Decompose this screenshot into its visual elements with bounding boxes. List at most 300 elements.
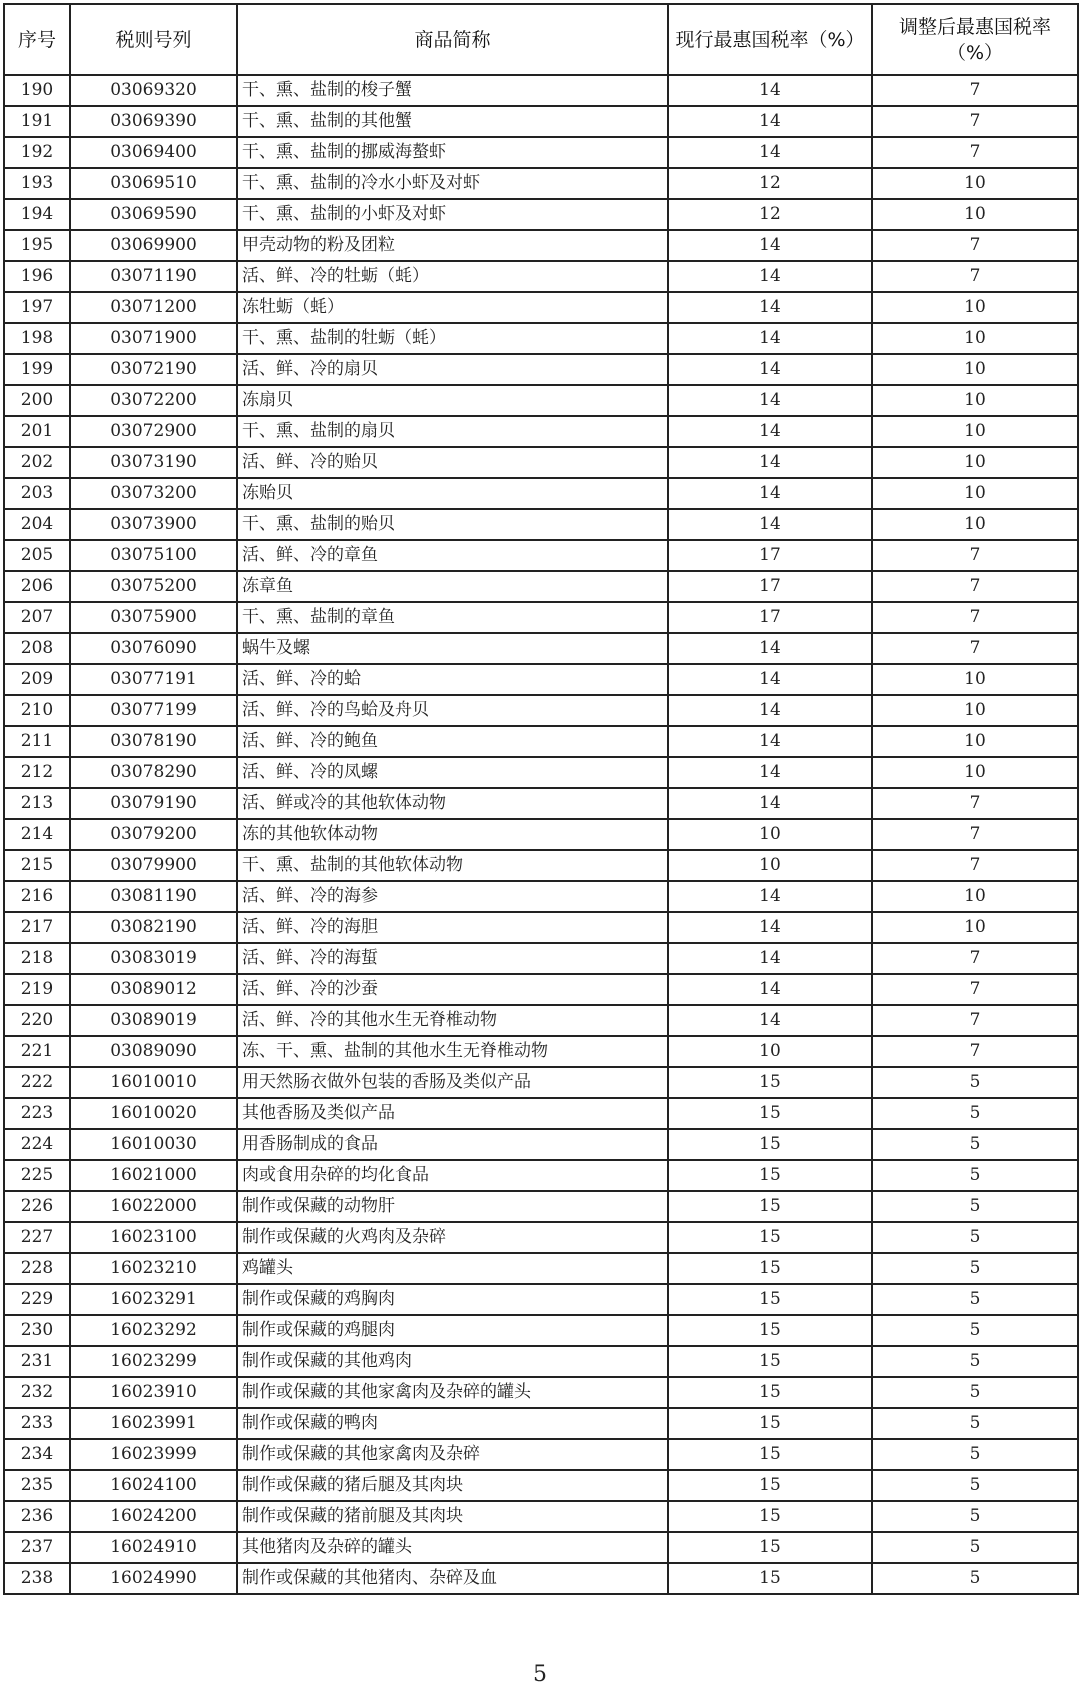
cell-adjusted-rate: 5 (872, 1129, 1078, 1160)
cell-product-name: 制作或保藏的其他鸡肉 (237, 1346, 668, 1377)
cell-seq: 201 (4, 416, 70, 447)
cell-tariff-code: 16024910 (70, 1532, 237, 1563)
table-row (4, 602, 1078, 633)
table-row (4, 1036, 1078, 1067)
cell-tariff-code: 16010030 (70, 1129, 237, 1160)
cell-adjusted-rate: 10 (872, 416, 1078, 447)
cell-current-rate: 15 (668, 1439, 872, 1470)
cell-adjusted-rate: 10 (872, 726, 1078, 757)
table-row (4, 416, 1078, 447)
table-row (4, 385, 1078, 416)
header-current-rate: 现行最惠国税率（%） (668, 4, 872, 75)
cell-product-name: 其他猪肉及杂碎的罐头 (237, 1532, 668, 1563)
cell-seq: 194 (4, 199, 70, 230)
cell-current-rate: 10 (668, 850, 872, 881)
cell-adjusted-rate: 10 (872, 695, 1078, 726)
table-row (4, 323, 1078, 354)
cell-adjusted-rate: 5 (872, 1439, 1078, 1470)
table-row (4, 664, 1078, 695)
cell-seq: 227 (4, 1222, 70, 1253)
table-row (4, 788, 1078, 819)
table-row (4, 1532, 1078, 1563)
cell-product-name: 制作或保藏的猪前腿及其肉块 (237, 1501, 668, 1532)
cell-seq: 233 (4, 1408, 70, 1439)
cell-current-rate: 12 (668, 199, 872, 230)
cell-adjusted-rate: 7 (872, 974, 1078, 1005)
cell-product-name: 活、鲜、冷的鲍鱼 (237, 726, 668, 757)
cell-current-rate: 14 (668, 230, 872, 261)
cell-current-rate: 15 (668, 1284, 872, 1315)
table-row (4, 912, 1078, 943)
table-row (4, 1501, 1078, 1532)
cell-adjusted-rate: 7 (872, 1036, 1078, 1067)
cell-tariff-code: 03077199 (70, 695, 237, 726)
cell-seq: 195 (4, 230, 70, 261)
cell-product-name: 干、熏、盐制的挪威海螯虾 (237, 137, 668, 168)
table-row (4, 168, 1078, 199)
table-row (4, 1377, 1078, 1408)
cell-current-rate: 15 (668, 1253, 872, 1284)
table-row (4, 1129, 1078, 1160)
cell-tariff-code: 03089090 (70, 1036, 237, 1067)
cell-product-name: 活、鲜、冷的鸟蛤及舟贝 (237, 695, 668, 726)
cell-seq: 223 (4, 1098, 70, 1129)
table-row (4, 1563, 1078, 1594)
cell-tariff-code: 03079900 (70, 850, 237, 881)
cell-product-name: 活、鲜或冷的其他软体动物 (237, 788, 668, 819)
cell-tariff-code: 03078190 (70, 726, 237, 757)
table-row (4, 1191, 1078, 1222)
table-row (4, 137, 1078, 168)
cell-seq: 213 (4, 788, 70, 819)
cell-current-rate: 17 (668, 571, 872, 602)
cell-seq: 190 (4, 75, 70, 106)
cell-seq: 238 (4, 1563, 70, 1594)
cell-adjusted-rate: 10 (872, 385, 1078, 416)
cell-tariff-code: 03073900 (70, 509, 237, 540)
cell-seq: 212 (4, 757, 70, 788)
table-row (4, 943, 1078, 974)
cell-product-name: 制作或保藏的鸡胸肉 (237, 1284, 668, 1315)
cell-product-name: 干、熏、盐制的小虾及对虾 (237, 199, 668, 230)
cell-current-rate: 14 (668, 726, 872, 757)
cell-tariff-code: 16024100 (70, 1470, 237, 1501)
cell-current-rate: 15 (668, 1067, 872, 1098)
cell-adjusted-rate: 10 (872, 757, 1078, 788)
cell-current-rate: 15 (668, 1129, 872, 1160)
cell-adjusted-rate: 7 (872, 943, 1078, 974)
cell-tariff-code: 16024200 (70, 1501, 237, 1532)
cell-product-name: 制作或保藏的鸡腿肉 (237, 1315, 668, 1346)
cell-product-name: 活、鲜、冷的凤螺 (237, 757, 668, 788)
table-row (4, 1346, 1078, 1377)
cell-product-name: 制作或保藏的其他家禽肉及杂碎 (237, 1439, 668, 1470)
cell-seq: 237 (4, 1532, 70, 1563)
cell-seq: 226 (4, 1191, 70, 1222)
cell-adjusted-rate: 10 (872, 292, 1078, 323)
cell-tariff-code: 03073200 (70, 478, 237, 509)
cell-adjusted-rate: 7 (872, 602, 1078, 633)
cell-product-name: 干、熏、盐制的章鱼 (237, 602, 668, 633)
cell-current-rate: 14 (668, 292, 872, 323)
header-product-name: 商品简称 (237, 4, 668, 75)
cell-product-name: 冻章鱼 (237, 571, 668, 602)
cell-tariff-code: 16023999 (70, 1439, 237, 1470)
cell-product-name: 活、鲜、冷的牡蛎（蚝） (237, 261, 668, 292)
tariff-table (3, 3, 1079, 1595)
cell-adjusted-rate: 5 (872, 1563, 1078, 1594)
cell-adjusted-rate: 10 (872, 912, 1078, 943)
cell-adjusted-rate: 5 (872, 1098, 1078, 1129)
cell-product-name: 制作或保藏的猪后腿及其肉块 (237, 1470, 668, 1501)
table-row (4, 478, 1078, 509)
cell-product-name: 制作或保藏的其他猪肉、杂碎及血 (237, 1563, 668, 1594)
cell-product-name: 冻扇贝 (237, 385, 668, 416)
cell-product-name: 冻牡蛎（蚝） (237, 292, 668, 323)
table-row (4, 447, 1078, 478)
cell-adjusted-rate: 10 (872, 478, 1078, 509)
cell-seq: 231 (4, 1346, 70, 1377)
cell-tariff-code: 03072190 (70, 354, 237, 385)
table-row (4, 881, 1078, 912)
cell-product-name: 鸡罐头 (237, 1253, 668, 1284)
cell-tariff-code: 16023991 (70, 1408, 237, 1439)
table-row (4, 509, 1078, 540)
cell-adjusted-rate: 5 (872, 1346, 1078, 1377)
cell-seq: 222 (4, 1067, 70, 1098)
cell-current-rate: 14 (668, 323, 872, 354)
table-row (4, 540, 1078, 571)
cell-adjusted-rate: 5 (872, 1222, 1078, 1253)
cell-seq: 209 (4, 664, 70, 695)
cell-tariff-code: 03069510 (70, 168, 237, 199)
cell-seq: 191 (4, 106, 70, 137)
table-row (4, 1284, 1078, 1315)
cell-product-name: 制作或保藏的动物肝 (237, 1191, 668, 1222)
cell-adjusted-rate: 5 (872, 1377, 1078, 1408)
table-row (4, 1098, 1078, 1129)
cell-seq: 196 (4, 261, 70, 292)
table-row (4, 1315, 1078, 1346)
cell-seq: 200 (4, 385, 70, 416)
cell-current-rate: 15 (668, 1160, 872, 1191)
cell-tariff-code: 16023210 (70, 1253, 237, 1284)
cell-adjusted-rate: 10 (872, 447, 1078, 478)
table-row (4, 1160, 1078, 1191)
table-row (4, 1067, 1078, 1098)
cell-seq: 236 (4, 1501, 70, 1532)
cell-tariff-code: 03077191 (70, 664, 237, 695)
cell-seq: 206 (4, 571, 70, 602)
cell-current-rate: 15 (668, 1470, 872, 1501)
table-row (4, 1439, 1078, 1470)
cell-seq: 204 (4, 509, 70, 540)
cell-tariff-code: 03075200 (70, 571, 237, 602)
table-row (4, 1470, 1078, 1501)
cell-seq: 234 (4, 1439, 70, 1470)
cell-product-name: 干、熏、盐制的扇贝 (237, 416, 668, 447)
cell-adjusted-rate: 5 (872, 1315, 1078, 1346)
cell-adjusted-rate: 7 (872, 261, 1078, 292)
cell-product-name: 活、鲜、冷的其他水生无脊椎动物 (237, 1005, 668, 1036)
cell-product-name: 干、熏、盐制的梭子蟹 (237, 75, 668, 106)
cell-product-name: 活、鲜、冷的海胆 (237, 912, 668, 943)
cell-tariff-code: 03069320 (70, 75, 237, 106)
cell-seq: 192 (4, 137, 70, 168)
table-row (4, 75, 1078, 106)
cell-current-rate: 14 (668, 261, 872, 292)
cell-current-rate: 14 (668, 385, 872, 416)
cell-adjusted-rate: 10 (872, 199, 1078, 230)
cell-current-rate: 15 (668, 1315, 872, 1346)
cell-seq: 202 (4, 447, 70, 478)
cell-current-rate: 14 (668, 478, 872, 509)
cell-seq: 214 (4, 819, 70, 850)
cell-tariff-code: 16023299 (70, 1346, 237, 1377)
cell-current-rate: 14 (668, 106, 872, 137)
cell-tariff-code: 03072900 (70, 416, 237, 447)
cell-seq: 207 (4, 602, 70, 633)
cell-current-rate: 14 (668, 137, 872, 168)
cell-seq: 228 (4, 1253, 70, 1284)
cell-adjusted-rate: 7 (872, 75, 1078, 106)
cell-current-rate: 14 (668, 974, 872, 1005)
table-row (4, 1005, 1078, 1036)
cell-product-name: 干、熏、盐制的其他蟹 (237, 106, 668, 137)
table-row (4, 1253, 1078, 1284)
cell-tariff-code: 03072200 (70, 385, 237, 416)
cell-current-rate: 15 (668, 1408, 872, 1439)
cell-product-name: 用天然肠衣做外包装的香肠及类似产品 (237, 1067, 668, 1098)
table-body (4, 75, 1078, 1594)
cell-product-name: 肉或食用杂碎的均化食品 (237, 1160, 668, 1191)
table-row (4, 571, 1078, 602)
cell-product-name: 冻的其他软体动物 (237, 819, 668, 850)
cell-adjusted-rate: 7 (872, 137, 1078, 168)
cell-product-name: 甲壳动物的粉及团粒 (237, 230, 668, 261)
cell-adjusted-rate: 5 (872, 1160, 1078, 1191)
cell-adjusted-rate: 7 (872, 850, 1078, 881)
cell-tariff-code: 03075100 (70, 540, 237, 571)
cell-adjusted-rate: 7 (872, 1005, 1078, 1036)
cell-current-rate: 17 (668, 540, 872, 571)
cell-adjusted-rate: 10 (872, 354, 1078, 385)
cell-seq: 210 (4, 695, 70, 726)
cell-adjusted-rate: 5 (872, 1253, 1078, 1284)
cell-seq: 235 (4, 1470, 70, 1501)
table-row (4, 1222, 1078, 1253)
cell-adjusted-rate: 7 (872, 788, 1078, 819)
cell-seq: 208 (4, 633, 70, 664)
cell-seq: 224 (4, 1129, 70, 1160)
cell-seq: 229 (4, 1284, 70, 1315)
cell-seq: 211 (4, 726, 70, 757)
cell-current-rate: 17 (668, 602, 872, 633)
cell-tariff-code: 03075900 (70, 602, 237, 633)
cell-product-name: 其他香肠及类似产品 (237, 1098, 668, 1129)
cell-adjusted-rate: 10 (872, 664, 1078, 695)
cell-product-name: 制作或保藏的鸭肉 (237, 1408, 668, 1439)
header-tariff-code: 税则号列 (70, 4, 237, 75)
cell-product-name: 冻、干、熏、盐制的其他水生无脊椎动物 (237, 1036, 668, 1067)
cell-product-name: 活、鲜、冷的蛤 (237, 664, 668, 695)
cell-product-name: 制作或保藏的其他家禽肉及杂碎的罐头 (237, 1377, 668, 1408)
cell-current-rate: 15 (668, 1377, 872, 1408)
cell-current-rate: 10 (668, 819, 872, 850)
cell-product-name: 用香肠制成的食品 (237, 1129, 668, 1160)
cell-current-rate: 15 (668, 1563, 872, 1594)
cell-current-rate: 14 (668, 881, 872, 912)
cell-tariff-code: 16023291 (70, 1284, 237, 1315)
cell-current-rate: 15 (668, 1501, 872, 1532)
header-seq: 序号 (4, 4, 70, 75)
cell-product-name: 活、鲜、冷的扇贝 (237, 354, 668, 385)
header-row (4, 4, 1078, 75)
cell-seq: 197 (4, 292, 70, 323)
table-row (4, 695, 1078, 726)
cell-tariff-code: 03089012 (70, 974, 237, 1005)
cell-tariff-code: 03083019 (70, 943, 237, 974)
cell-seq: 203 (4, 478, 70, 509)
cell-current-rate: 15 (668, 1098, 872, 1129)
table-row (4, 106, 1078, 137)
cell-product-name: 活、鲜、冷的海蜇 (237, 943, 668, 974)
table-row (4, 974, 1078, 1005)
cell-seq: 220 (4, 1005, 70, 1036)
cell-tariff-code: 03078290 (70, 757, 237, 788)
cell-adjusted-rate: 5 (872, 1067, 1078, 1098)
cell-tariff-code: 03069900 (70, 230, 237, 261)
cell-seq: 230 (4, 1315, 70, 1346)
cell-current-rate: 14 (668, 943, 872, 974)
cell-tariff-code: 16023100 (70, 1222, 237, 1253)
cell-current-rate: 14 (668, 1005, 872, 1036)
cell-adjusted-rate: 5 (872, 1470, 1078, 1501)
table-row (4, 633, 1078, 664)
cell-tariff-code: 03069590 (70, 199, 237, 230)
cell-product-name: 活、鲜、冷的贻贝 (237, 447, 668, 478)
cell-current-rate: 15 (668, 1346, 872, 1377)
cell-current-rate: 14 (668, 912, 872, 943)
cell-current-rate: 14 (668, 416, 872, 447)
cell-tariff-code: 16023292 (70, 1315, 237, 1346)
header-adjusted-rate: 调整后最惠国税率（%） (872, 4, 1078, 75)
table-row (4, 199, 1078, 230)
cell-adjusted-rate: 5 (872, 1501, 1078, 1532)
cell-current-rate: 15 (668, 1532, 872, 1563)
table-row (4, 261, 1078, 292)
cell-current-rate: 14 (668, 664, 872, 695)
table-row (4, 354, 1078, 385)
table-row (4, 850, 1078, 881)
cell-tariff-code: 03071190 (70, 261, 237, 292)
table-row (4, 230, 1078, 261)
cell-adjusted-rate: 7 (872, 540, 1078, 571)
cell-current-rate: 14 (668, 354, 872, 385)
cell-tariff-code: 03079200 (70, 819, 237, 850)
cell-product-name: 干、熏、盐制的冷水小虾及对虾 (237, 168, 668, 199)
cell-tariff-code: 03069400 (70, 137, 237, 168)
cell-tariff-code: 03079190 (70, 788, 237, 819)
cell-product-name: 干、熏、盐制的其他软体动物 (237, 850, 668, 881)
cell-adjusted-rate: 7 (872, 106, 1078, 137)
cell-seq: 221 (4, 1036, 70, 1067)
table-row (4, 726, 1078, 757)
cell-seq: 193 (4, 168, 70, 199)
cell-current-rate: 12 (668, 168, 872, 199)
cell-seq: 205 (4, 540, 70, 571)
cell-current-rate: 14 (668, 447, 872, 478)
cell-adjusted-rate: 10 (872, 509, 1078, 540)
cell-product-name: 蜗牛及螺 (237, 633, 668, 664)
cell-adjusted-rate: 7 (872, 633, 1078, 664)
cell-current-rate: 15 (668, 1222, 872, 1253)
cell-seq: 225 (4, 1160, 70, 1191)
cell-product-name: 冻贻贝 (237, 478, 668, 509)
cell-seq: 217 (4, 912, 70, 943)
cell-adjusted-rate: 5 (872, 1191, 1078, 1222)
cell-product-name: 活、鲜、冷的章鱼 (237, 540, 668, 571)
cell-current-rate: 14 (668, 633, 872, 664)
cell-product-name: 干、熏、盐制的牡蛎（蚝） (237, 323, 668, 354)
cell-tariff-code: 03071200 (70, 292, 237, 323)
page-number: 5 (533, 1662, 547, 1687)
cell-tariff-code: 16024990 (70, 1563, 237, 1594)
cell-tariff-code: 03081190 (70, 881, 237, 912)
cell-product-name: 活、鲜、冷的沙蚕 (237, 974, 668, 1005)
cell-tariff-code: 03082190 (70, 912, 237, 943)
cell-adjusted-rate: 5 (872, 1408, 1078, 1439)
cell-tariff-code: 16021000 (70, 1160, 237, 1191)
table-row (4, 1408, 1078, 1439)
cell-current-rate: 14 (668, 695, 872, 726)
cell-adjusted-rate: 10 (872, 323, 1078, 354)
cell-adjusted-rate: 7 (872, 819, 1078, 850)
cell-current-rate: 14 (668, 757, 872, 788)
cell-seq: 198 (4, 323, 70, 354)
cell-adjusted-rate: 5 (872, 1284, 1078, 1315)
cell-adjusted-rate: 7 (872, 230, 1078, 261)
cell-adjusted-rate: 10 (872, 168, 1078, 199)
cell-current-rate: 14 (668, 788, 872, 819)
cell-tariff-code: 03071900 (70, 323, 237, 354)
cell-seq: 215 (4, 850, 70, 881)
cell-seq: 218 (4, 943, 70, 974)
cell-tariff-code: 16010010 (70, 1067, 237, 1098)
cell-tariff-code: 03089019 (70, 1005, 237, 1036)
cell-tariff-code: 03069390 (70, 106, 237, 137)
cell-product-name: 干、熏、盐制的贻贝 (237, 509, 668, 540)
table-row (4, 292, 1078, 323)
table-row (4, 757, 1078, 788)
cell-current-rate: 15 (668, 1191, 872, 1222)
cell-tariff-code: 16022000 (70, 1191, 237, 1222)
cell-seq: 219 (4, 974, 70, 1005)
cell-tariff-code: 16010020 (70, 1098, 237, 1129)
cell-product-name: 制作或保藏的火鸡肉及杂碎 (237, 1222, 668, 1253)
cell-current-rate: 14 (668, 75, 872, 106)
cell-tariff-code: 03073190 (70, 447, 237, 478)
cell-seq: 216 (4, 881, 70, 912)
cell-current-rate: 10 (668, 1036, 872, 1067)
cell-adjusted-rate: 5 (872, 1532, 1078, 1563)
cell-current-rate: 14 (668, 509, 872, 540)
cell-seq: 199 (4, 354, 70, 385)
cell-product-name: 活、鲜、冷的海参 (237, 881, 668, 912)
cell-tariff-code: 03076090 (70, 633, 237, 664)
cell-seq: 232 (4, 1377, 70, 1408)
cell-adjusted-rate: 7 (872, 571, 1078, 602)
